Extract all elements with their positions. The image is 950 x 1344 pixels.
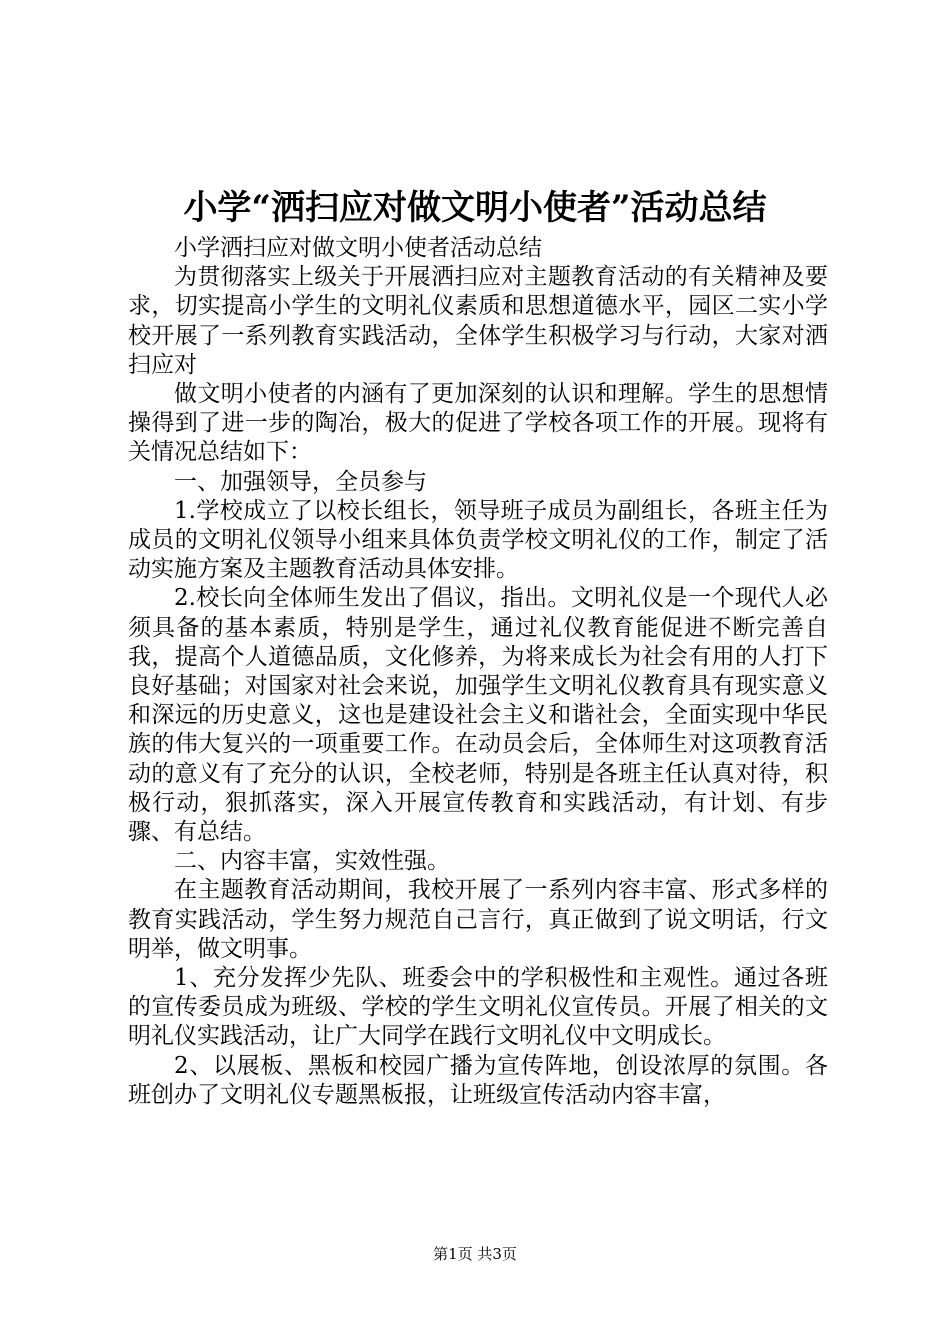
intro-continuation-paragraph: 做文明小使者的内涵有了更加深刻的认识和理解。学生的思想情操得到了进一步的陶冶，极大的促进了学校各项工作的开展。现将有关情况总结如下：: [128, 381, 828, 466]
intro-paragraph: 为贯彻落实上级关于开展洒扫应对主题教育活动的有关精神及要求，切实提高小学生的文明礼仪素质和思想道德水平，园区二实小学校开展了一系列教育实践活动，全体学生积极学习与行动，大家对洒扫应对: [128, 264, 828, 378]
body-paragraph: 1、充分发挥少先队、班委会中的学积极性和主观性。通过各班的宣传委员成为班级、学校的学生文明礼仪宣传员。开展了相关的文明礼仪实践活动，让广大同学在践行文明礼仪中文明成长。: [128, 965, 828, 1050]
section-heading-1: 一、加强领导，全员参与: [174, 468, 427, 495]
body-paragraph: 2.校长向全体师生发出了倡议，指出。文明礼仪是一个现代人必须具备的基本素质，特别是学生，通过礼仪教育能促进不断完善自我，提高个人道德品质，文化修养，为将来成长为社会有用的人打下良好基础；对国家对社会来说，加强学生文明礼仪教育具有现实意义和深远的历史意义，这也是建设社会主义和谐社会，全面实现中华民族的伟大复兴的一项重要工作。在动员会后，全体师生对这项教育活动的意义有了充分的认识，全校老师，特别是各班主任认真对待，积极行动，狠抓落实，深入开展宣传教育和实践活动，有计划、有步骤、有总结。: [128, 585, 828, 846]
page-indicator: 第1页 共3页: [433, 1245, 517, 1263]
page-footer: [0, 1244, 950, 1264]
section-heading-2: 二、内容丰富，实效性强。: [174, 848, 450, 875]
body-paragraph: 在主题教育活动期间，我校开展了一系列内容丰富、形式多样的教育实践活动，学生努力规范自己言行，真正做到了说文明话，行文明举，做文明事。: [128, 877, 828, 962]
subtitle-paragraph: 小学洒扫应对做文明小使者活动总结: [174, 235, 542, 261]
body-paragraph: 1.学校成立了以校长组长，领导班子成员为副组长，各班主任为成员的文明礼仪领导小组来具体负责学校文明礼仪的工作，制定了活动实施方案及主题教育活动具体安排。: [128, 497, 828, 583]
body-paragraph: 2、以展板、黑板和校园广播为宣传阵地，创设浓厚的氛围。各班创办了文明礼仪专题黑板报，让班级宣传活动内容丰富，: [128, 1052, 828, 1108]
document-title: 小学“洒扫应对做文明小使者”活动总结: [183, 188, 767, 228]
document-body: [128, 234, 828, 1110]
